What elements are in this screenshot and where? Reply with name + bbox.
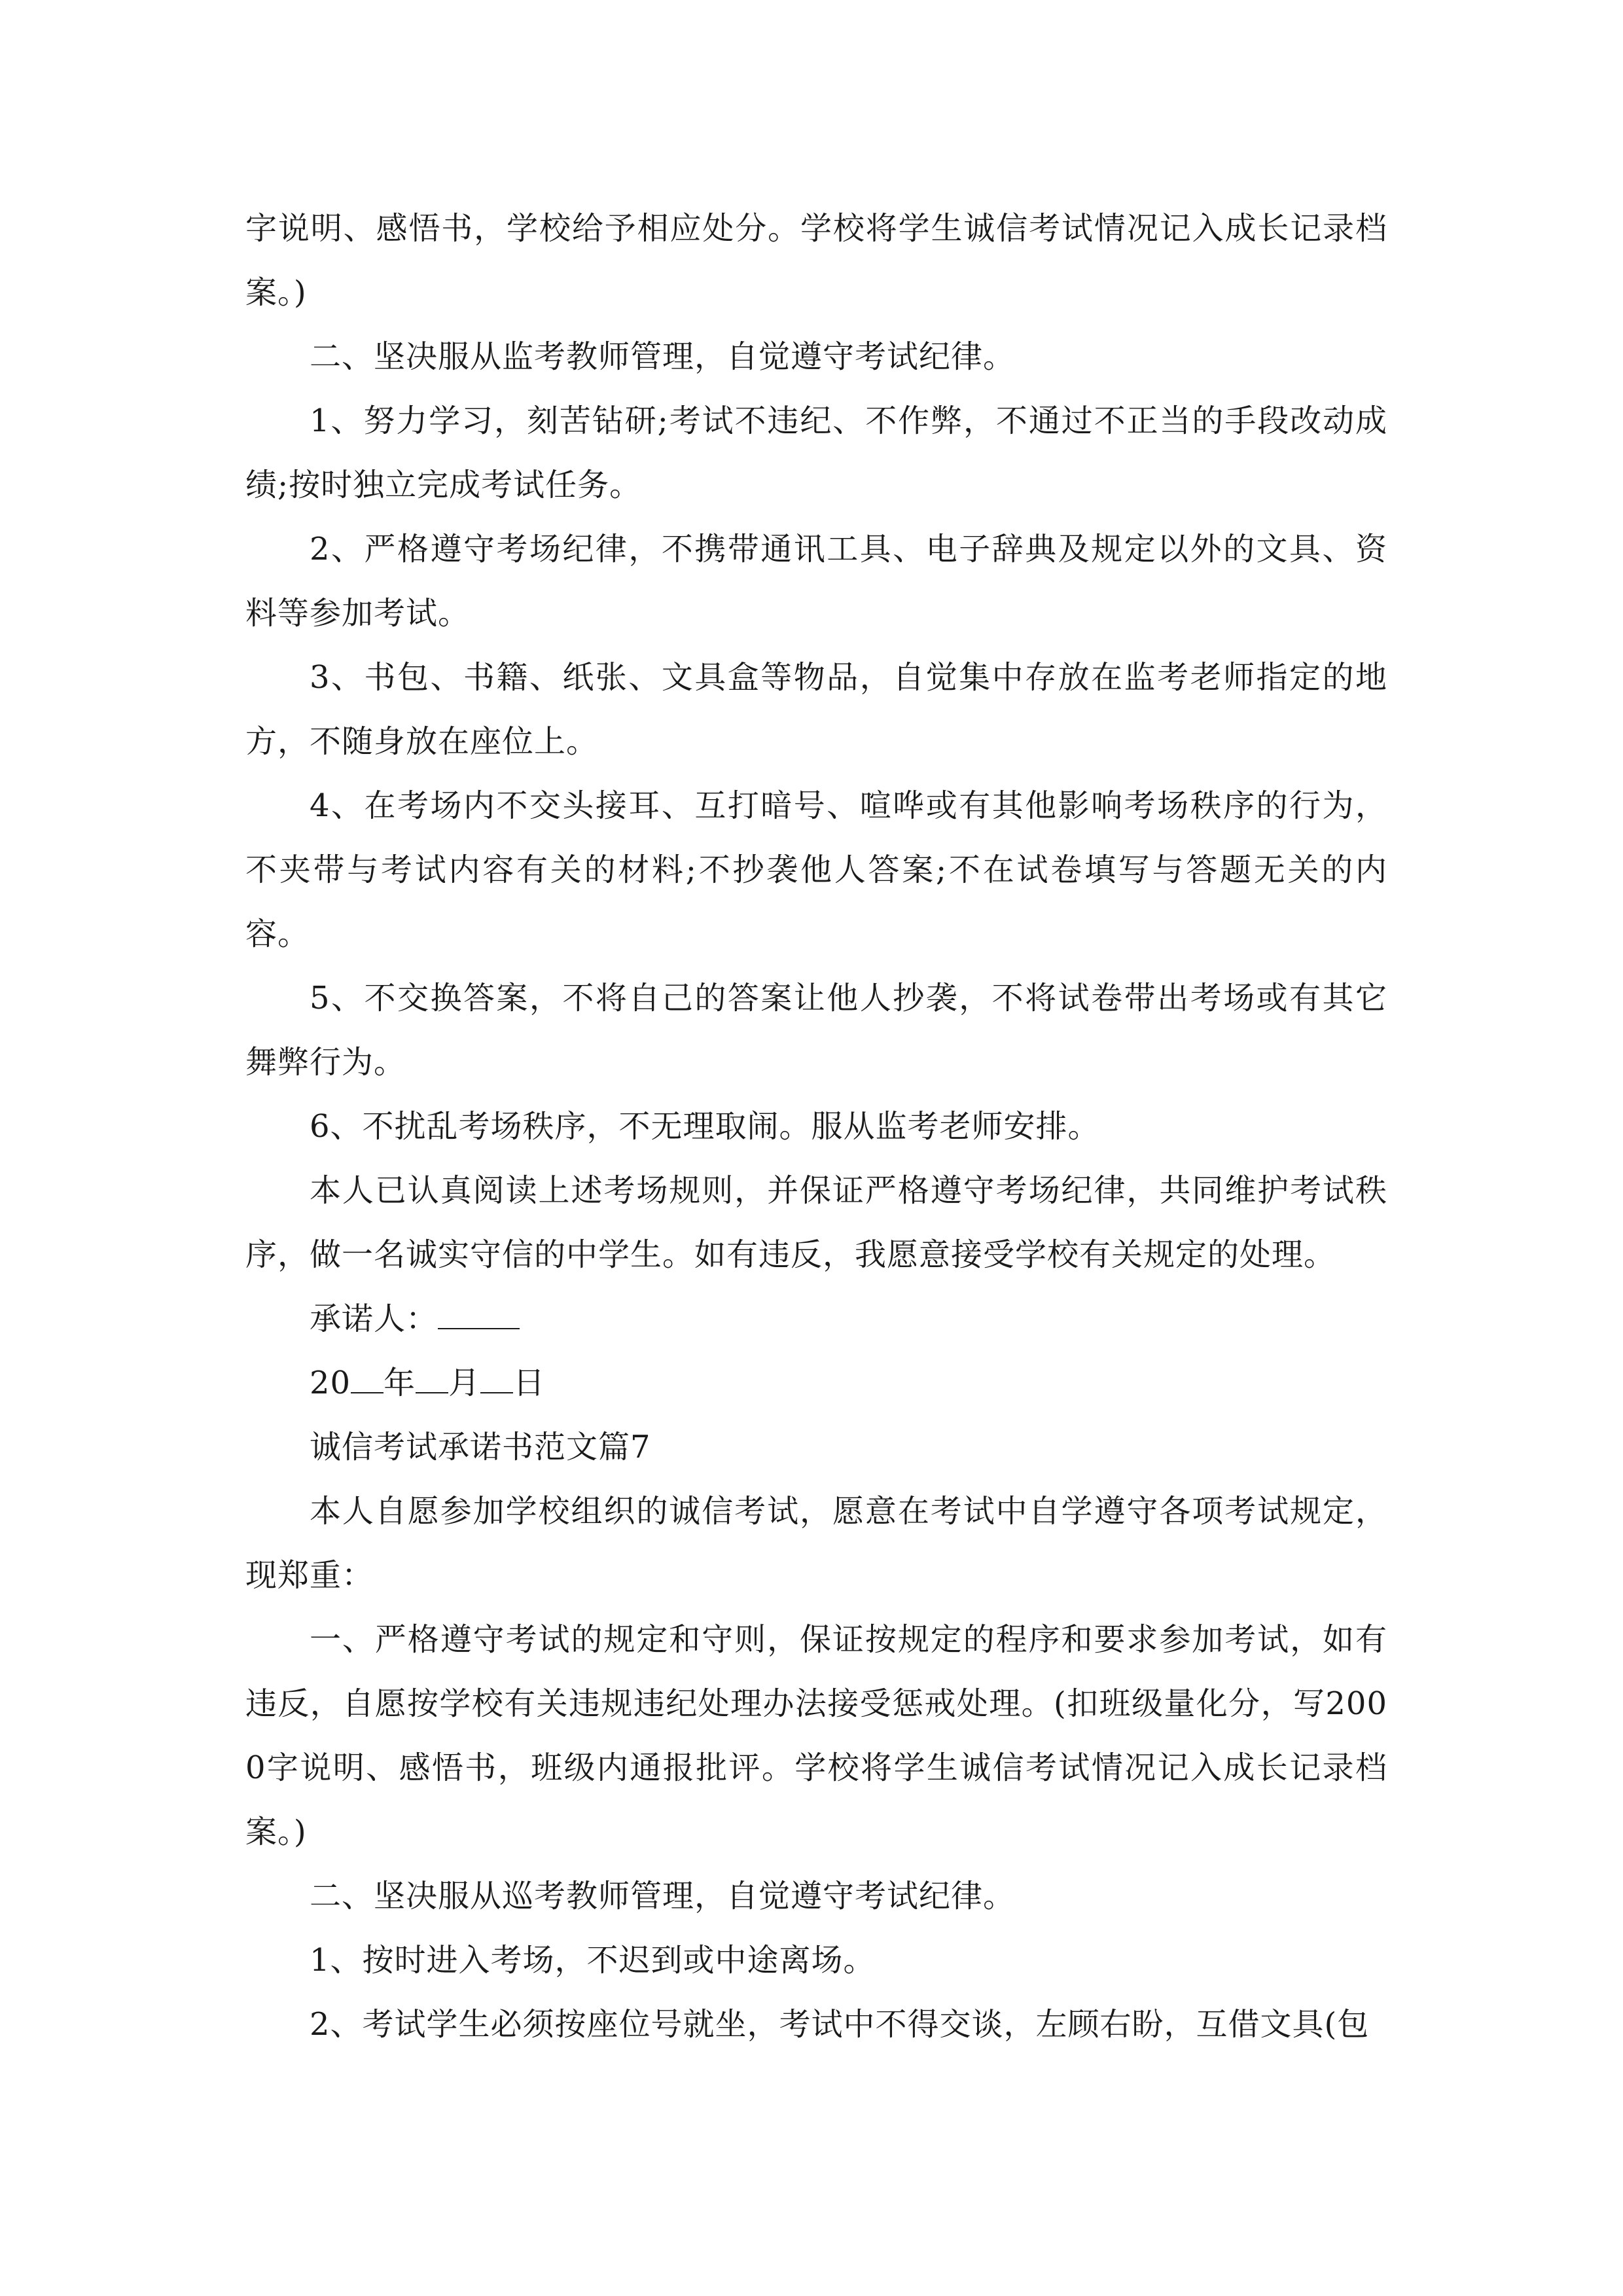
signature-label: 承诺人： bbox=[310, 1300, 438, 1337]
paragraph: 1、按时进入考场，不迟到或中途离场。 bbox=[310, 1942, 876, 1979]
signature-line bbox=[245, 1287, 1387, 1351]
paragraph: 5、不交换答案，不将自己的答案让他人抄袭，不将试卷带出考场或有其它舞弊行为。 bbox=[245, 980, 1387, 1081]
paragraph: 字说明、感悟书，学校给予相应处分。学校将学生诚信考试情况记入成长记录档案。) bbox=[245, 210, 1387, 311]
paragraph: 6、不扰乱考场秩序，不无理取闹。服从监考老师安排。 bbox=[310, 1108, 1100, 1145]
paragraph: 3、书包、书籍、纸张、文具盒等物品，自觉集中存放在监考老师指定的地方，不随身放在座位上。 bbox=[245, 659, 1387, 760]
date-line bbox=[245, 1351, 1387, 1415]
paragraph: 二、坚决服从监考教师管理，自觉遵守考试纪律。 bbox=[310, 338, 1016, 375]
document-body bbox=[245, 196, 1387, 2056]
month-blank bbox=[416, 1353, 448, 1393]
date-year-prefix: 20 bbox=[310, 1365, 351, 1401]
paragraph: 1、努力学习，刻苦钻研;考试不违纪、不作弊，不通过不正当的手段改动成绩;按时独立完成考试任务。 bbox=[245, 403, 1387, 503]
date-year-label: 年 bbox=[383, 1365, 416, 1401]
paragraph: 一、严格遵守考试的规定和守则，保证按规定的程序和要求参加考试，如有违反，自愿按学校有关违规违纪处理办法接受惩戒处理。(扣班级量化分，写2000字说明、感悟书，班级内通报批评。学校将学生诚信考试情况记入成长记录档案。) bbox=[245, 1621, 1387, 1850]
paragraph: 2、严格遵守考场纪律，不携带通讯工具、电子辞典及规定以外的文具、资料等参加考试。 bbox=[245, 531, 1387, 632]
paragraph: 4、在考场内不交头接耳、互打暗号、喧哗或有其他影响考场秩序的行为，不夹带与考试内容有关的材料;不抄袭他人答案;不在试卷填写与答题无关的内容。 bbox=[245, 787, 1387, 952]
section-title: 诚信考试承诺书范文篇7 bbox=[310, 1429, 651, 1465]
day-blank bbox=[480, 1353, 513, 1393]
paragraph: 二、坚决服从巡考教师管理，自觉遵守考试纪律。 bbox=[310, 1878, 1016, 1914]
signature-blank bbox=[438, 1289, 520, 1329]
paragraph: 本人已认真阅读上述考场规则，并保证严格遵守考场纪律，共同维护考试秩序，做一名诚实守信的中学生。如有违反，我愿意接受学校有关规定的处理。 bbox=[245, 1172, 1387, 1273]
paragraph: 2、考试学生必须按座位号就坐，考试中不得交谈，左顾右盼，互借文具(包 bbox=[310, 2006, 1370, 2043]
paragraph: 本人自愿参加学校组织的诚信考试，愿意在考试中自学遵守各项考试规定，现郑重： bbox=[245, 1493, 1387, 1594]
date-day-label: 日 bbox=[513, 1365, 546, 1401]
date-month-label: 月 bbox=[448, 1365, 481, 1401]
year-blank bbox=[351, 1353, 383, 1393]
